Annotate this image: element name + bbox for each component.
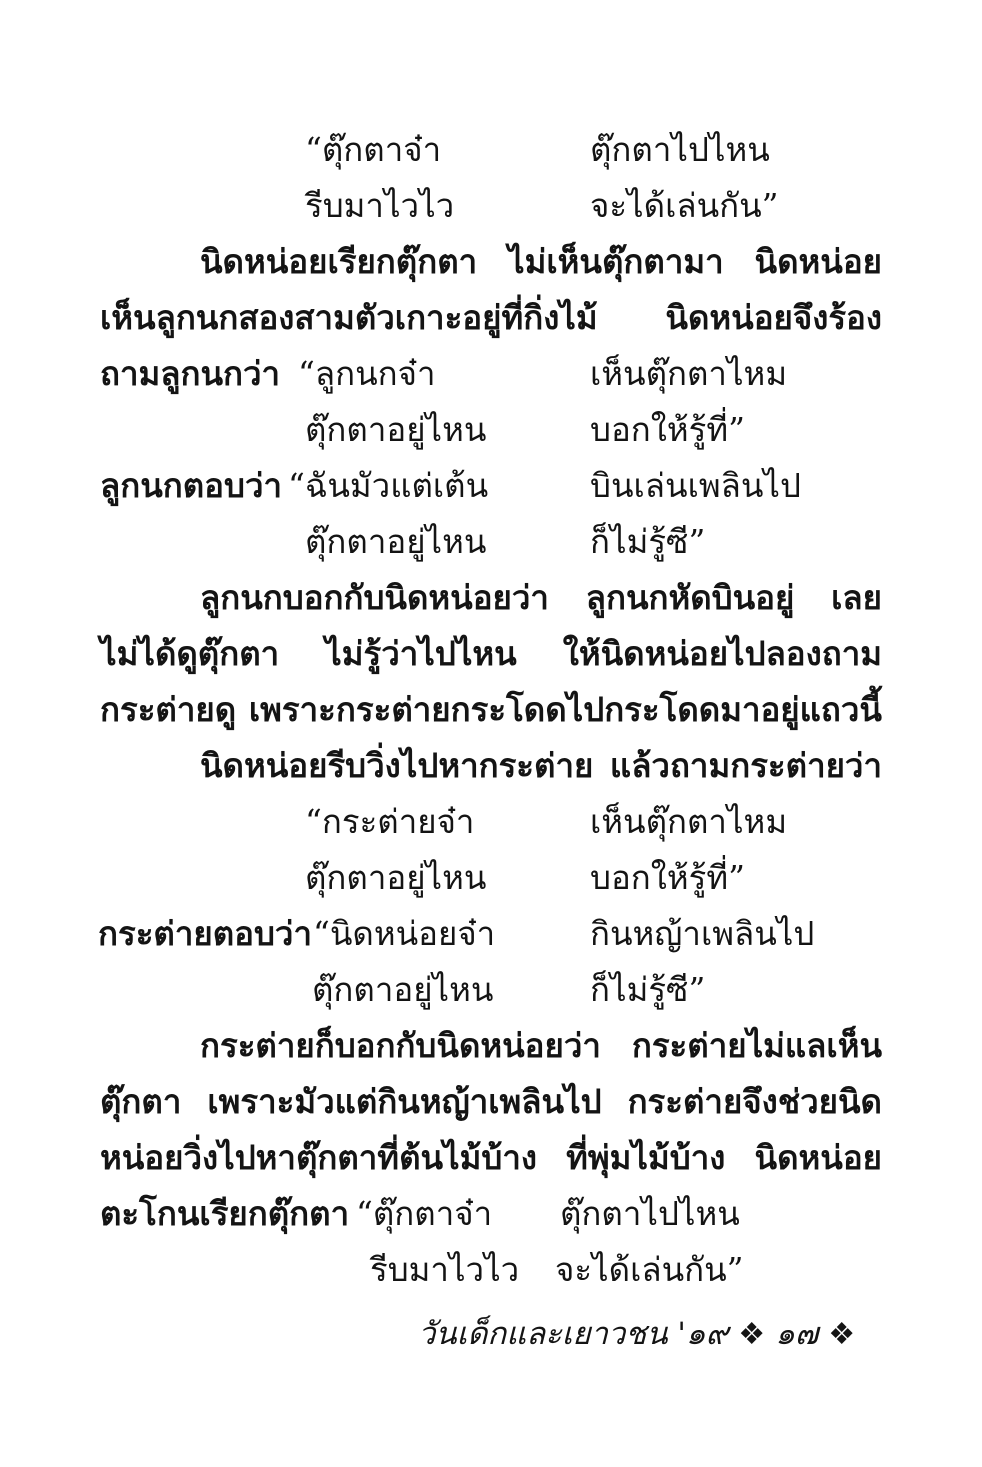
prose-line: เห็นลูกนกสองสามตัวเกาะอยู่ที่กิ่งไม้ นิดหน่อยจึงร้อง bbox=[100, 298, 882, 337]
verse-line-b: บอกให้รู้ที่” bbox=[590, 858, 745, 897]
verse-line-a: ตุ๊กตาอยู่ไหน bbox=[305, 858, 487, 897]
verse-line-a: ตุ๊กตาอยู่ไหน bbox=[305, 522, 487, 561]
verse-line-b: ก็ไม่รู้ซี” bbox=[590, 522, 706, 561]
verse-lead: ตะโกนเรียกตุ๊กตา bbox=[100, 1194, 350, 1233]
verse-line-a: “ตุ๊กตาจ๋า bbox=[305, 130, 442, 169]
prose-line: นิดหน่อยเรียกตุ๊กตา ไม่เห็นตุ๊กตามา นิดหน่อย bbox=[200, 242, 882, 281]
verse-line-b: กินหญ้าเพลินไป bbox=[590, 914, 815, 953]
prose-line: นิดหน่อยรีบวิ่งไปหากระต่าย แล้วถามกระต่ายว่า bbox=[200, 746, 882, 785]
verse-line-a: “ฉันมัวแต่เต้น bbox=[288, 466, 489, 505]
verse-line-a: “กระต่ายจ๋า bbox=[305, 802, 475, 841]
prose-line: กระต่ายดู เพราะกระต่ายกระโดดไปกระโดดมาอยู่แถวนี้ bbox=[100, 690, 882, 729]
footer-title: วันเด็กและเยาวชน '๑๙ bbox=[418, 1316, 729, 1352]
verse-line-b: บอกให้รู้ที่” bbox=[590, 410, 745, 449]
ornament-icon: ❖ bbox=[738, 1317, 766, 1352]
verse-line-b: เห็นตุ๊กตาไหม bbox=[590, 802, 788, 841]
verse-line-b: ตุ๊กตาไปไหน bbox=[560, 1194, 740, 1233]
verse-line-a: รีบมาไวไว bbox=[305, 186, 455, 225]
verse-lead: ลูกนกตอบว่า bbox=[100, 466, 282, 505]
prose-line: ลูกนกบอกกับนิดหน่อยว่า ลูกนกหัดบินอยู่ เลย bbox=[200, 578, 882, 617]
verse-line-b: จะได้เล่นกัน” bbox=[590, 186, 779, 225]
verse-line-b: จะได้เล่นกัน” bbox=[555, 1250, 744, 1289]
prose-line: หน่อยวิ่งไปหาตุ๊กตาที่ต้นไม้บ้าง ที่พุ่มไม้บ้าง นิดหน่อย bbox=[100, 1138, 882, 1177]
verse-line-a: “นิดหน่อยจ๋า bbox=[313, 914, 496, 953]
verse-lead: ถามลูกนกว่า bbox=[100, 354, 281, 393]
verse-line-b: ก็ไม่รู้ซี” bbox=[590, 970, 706, 1009]
verse-line-a: ตุ๊กตาอยู่ไหน bbox=[312, 970, 494, 1009]
verse-lead: กระต่ายตอบว่า bbox=[98, 914, 312, 953]
verse-line-a: “ตุ๊กตาจ๋า bbox=[356, 1194, 493, 1233]
page-footer bbox=[418, 1312, 865, 1357]
ornament-icon: ❖ bbox=[828, 1317, 856, 1352]
verse-line-a: รีบมาไวไว bbox=[370, 1250, 520, 1289]
verse-line-b: เห็นตุ๊กตาไหม bbox=[590, 354, 788, 393]
verse-line-a: “ลูกนกจ๋า bbox=[298, 354, 436, 393]
verse-line-b: บินเล่นเพลินไป bbox=[590, 466, 801, 505]
verse-line-a: ตุ๊กตาอยู่ไหน bbox=[305, 410, 487, 449]
prose-line: ไม่ได้ดูตุ๊กตา ไม่รู้ว่าไปไหน ให้นิดหน่อยไปลองถาม bbox=[100, 634, 882, 673]
prose-line: ตุ๊กตา เพราะมัวแต่กินหญ้าเพลินไป กระต่ายจึงช่วยนิด bbox=[100, 1082, 882, 1121]
verse-line-b: ตุ๊กตาไปไหน bbox=[590, 130, 770, 169]
page-number: ๑๗ bbox=[775, 1316, 819, 1352]
prose-line: กระต่ายก็บอกกับนิดหน่อยว่า กระต่ายไม่แลเห็น bbox=[200, 1026, 882, 1065]
